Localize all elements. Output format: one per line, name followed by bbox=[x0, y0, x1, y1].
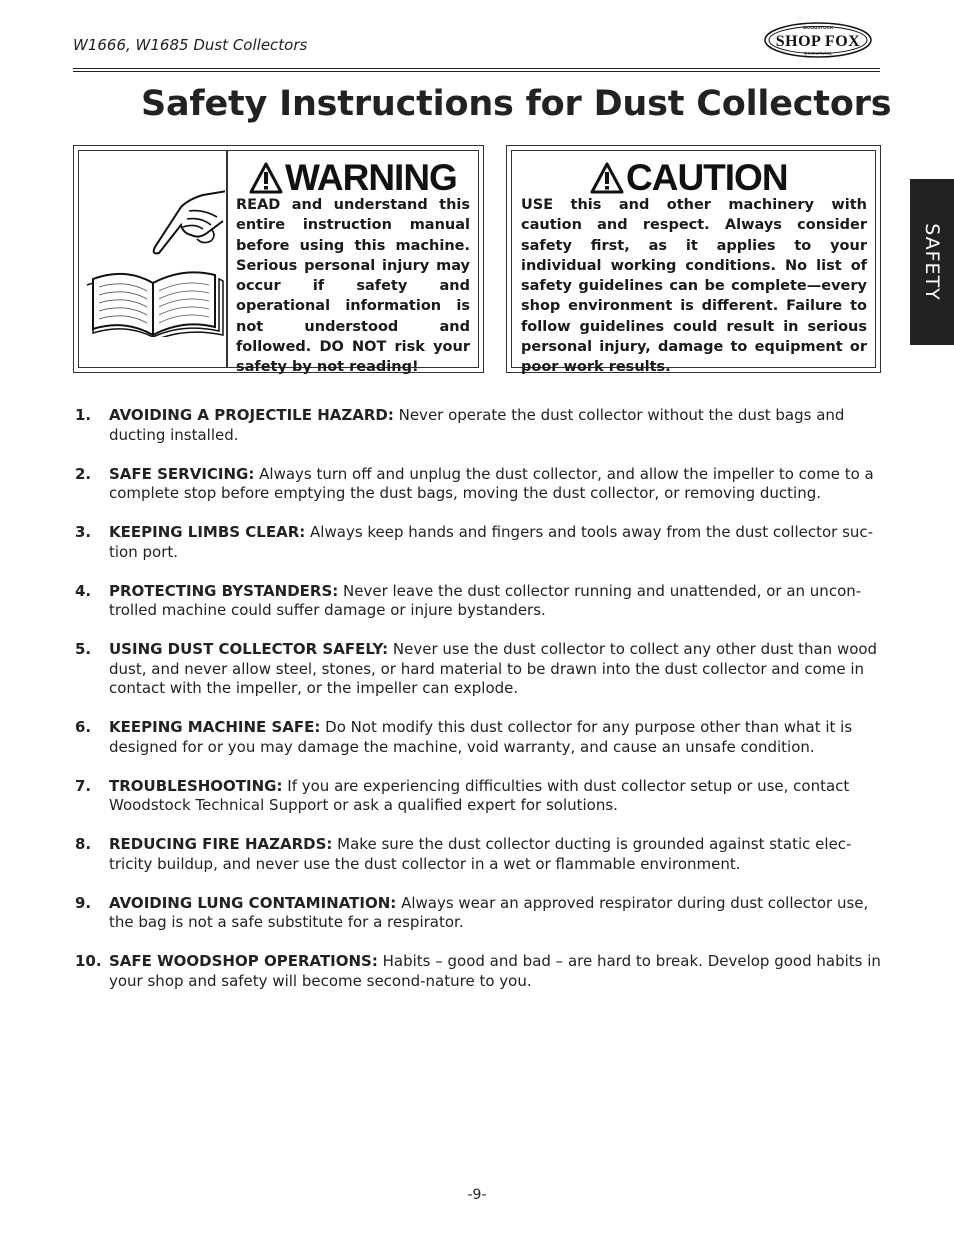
list-item bbox=[73, 582, 885, 621]
caution-text: USE this and other machinery with caution and respect. Always consider safety first, as it applies to your individual working conditions. No list of safety guidelines can be complete—every shop environment is different. Failure to follow guidelines could result in serious personal injury, damage to equipment or poor work results. bbox=[521, 197, 867, 376]
item-text: Never use the dust collector to collect any other dust than wood dust, and never allow steel, stones, or hard material to be drawn into the dust collector and come in contact with the impeller, or the impeller can explode. bbox=[109, 640, 878, 697]
section-tab-safety bbox=[910, 179, 954, 345]
warning-heading bbox=[249, 157, 457, 199]
warning-text: READ and understand this entire instruction manual before using this machine. Serious personal injury may occur if safety and operational information is not understood and followed. DO NOT risk your safety by not reading! bbox=[236, 197, 470, 376]
warning-triangle-icon bbox=[249, 162, 283, 194]
document-model-header: W1666, W1685 Dust Collectors bbox=[73, 36, 308, 54]
caution-triangle-icon bbox=[590, 162, 624, 194]
open-book-hand-icon bbox=[85, 187, 225, 337]
logo-top-text: WOODSTOCK bbox=[802, 25, 834, 30]
item-number: 7. bbox=[75, 776, 92, 795]
list-item bbox=[73, 406, 885, 445]
list-item bbox=[73, 465, 885, 504]
header-rule-secondary bbox=[73, 71, 880, 72]
list-item bbox=[73, 894, 885, 933]
item-number: 10. bbox=[75, 952, 102, 970]
item-label: AVOIDING A PROJECTILE HAZARD: bbox=[109, 406, 394, 424]
caution-heading-text: CAUTION bbox=[626, 157, 788, 198]
item-number: 4. bbox=[75, 581, 92, 600]
item-number: 9. bbox=[75, 893, 92, 912]
list-item bbox=[73, 835, 885, 874]
item-text: Habits – good and bad – are hard to break. Develop good habits in your shop and safety will become second-nature to you. bbox=[109, 952, 881, 990]
warning-box bbox=[73, 145, 484, 376]
logo-main-text: SHOP FOX bbox=[775, 33, 861, 50]
page-number: -9- bbox=[467, 1187, 487, 1203]
item-text: Always keep hands and fingers and tools away from the dust collector suc-tion port. bbox=[109, 523, 874, 561]
item-number: 6. bbox=[75, 718, 92, 736]
section-tab-label: SAFETY bbox=[921, 223, 943, 301]
item-label: SAFE SERVICING: bbox=[109, 464, 255, 483]
item-number: 8. bbox=[75, 835, 92, 853]
item-label: KEEPING MACHINE SAFE: bbox=[109, 718, 321, 736]
item-number: 3. bbox=[75, 523, 92, 541]
list-item bbox=[73, 777, 885, 816]
page-title: Safety Instructions for Dust Collectors bbox=[141, 84, 892, 124]
item-label: REDUCING FIRE HAZARDS: bbox=[109, 835, 333, 853]
item-text: Make sure the dust collector ducting is grounded against static elec-tricity buildup, and never use the dust collector in a wet or flammable environment. bbox=[109, 835, 852, 873]
list-item bbox=[73, 718, 885, 757]
item-label: USING DUST COLLECTOR SAFELY: bbox=[109, 640, 389, 658]
header-rule bbox=[73, 68, 880, 69]
item-text: Do Not modify this dust collector for any purpose other than what it is designed for or you may damage the machine, void warranty, and cause an unsafe condition. bbox=[109, 718, 853, 756]
item-text: Always turn off and unplug the dust collector, and allow the impeller to come to a complete stop before emptying the dust bags, moving the dust collector, or removing ducting. bbox=[109, 464, 874, 502]
item-label: SAFE WOODSHOP OPERATIONS: bbox=[109, 952, 378, 970]
warning-box-divider bbox=[226, 151, 228, 367]
list-item bbox=[73, 523, 885, 562]
warning-heading-text: WARNING bbox=[285, 157, 457, 198]
item-label: PROTECTING BYSTANDERS: bbox=[109, 581, 339, 600]
caution-heading bbox=[590, 157, 788, 199]
item-label: AVOIDING LUNG CONTAMINATION: bbox=[109, 893, 397, 912]
item-text: Always wear an approved respirator during dust collector use, the bag is not a safe substitute for a respirator. bbox=[109, 893, 869, 931]
logo-bottom-text: INTERNATIONAL bbox=[803, 51, 833, 56]
item-label: TROUBLESHOOTING: bbox=[109, 776, 283, 795]
list-item bbox=[73, 952, 885, 991]
item-text: If you are experiencing difficulties with dust collector setup or use, contact Woodstock Technical Support or ask a qualified expert for solutions. bbox=[109, 776, 850, 814]
item-text: Never operate the dust collector without the dust bags and ducting installed. bbox=[109, 406, 845, 444]
list-item bbox=[73, 640, 885, 699]
item-text: Never leave the dust collector running and unattended, or an uncon-trolled machine could suffer damage or injure bystanders. bbox=[109, 581, 862, 619]
item-label: KEEPING LIMBS CLEAR: bbox=[109, 523, 306, 541]
caution-box bbox=[506, 145, 881, 376]
item-number: 2. bbox=[75, 464, 92, 483]
safety-instructions-list bbox=[73, 406, 885, 1011]
item-number: 1. bbox=[75, 406, 92, 424]
shop-fox-logo bbox=[764, 22, 872, 58]
item-number: 5. bbox=[75, 640, 92, 658]
